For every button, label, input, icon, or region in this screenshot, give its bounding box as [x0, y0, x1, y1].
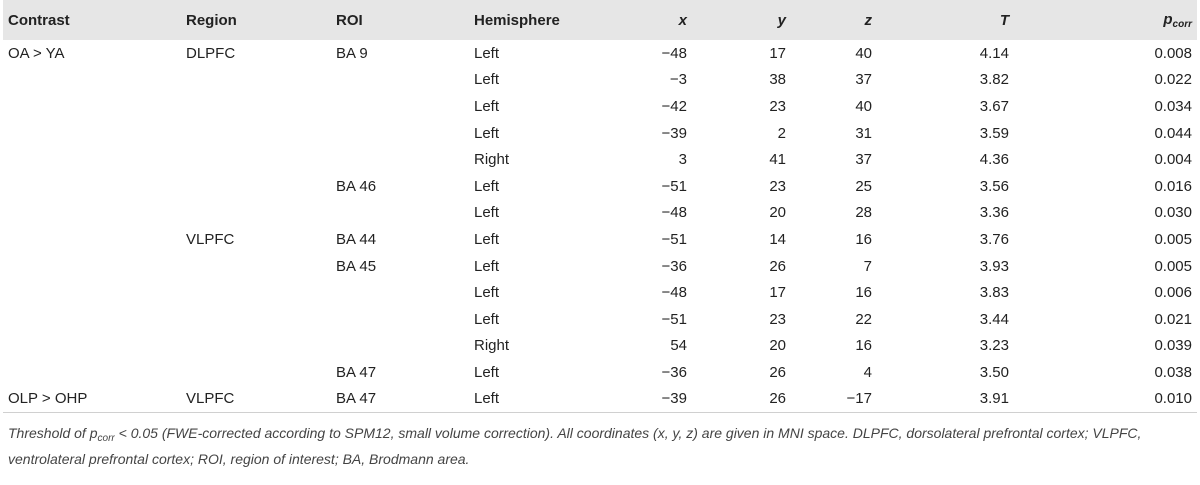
cell-x: −3 [669, 71, 687, 89]
table-row [3, 359, 1197, 386]
cell-t: 3.44 [979, 310, 1009, 328]
cell-z: 37 [855, 71, 872, 89]
footnote-post: < 0.05 (FWE-corrected according to SPM12, small volume correction). All coordinates (x, y, z) are given in MNI space. DLPFC, dorsolateral prefrontal cortex; VLPFC, ventrolateral prefrontal cortex; ROI, region of interest; BA, Brodmann area. [8, 424, 1142, 467]
cell-z: 16 [855, 230, 872, 248]
cell-region [181, 253, 331, 280]
header-region: Region [186, 11, 237, 29]
cell-z: 40 [855, 44, 872, 62]
table-row [3, 333, 1197, 360]
header-y: y [777, 11, 786, 29]
table-row [3, 146, 1197, 173]
cell-t: 3.67 [979, 97, 1009, 115]
cell-z: 16 [855, 337, 872, 355]
cell-region [181, 333, 331, 360]
cell-region [181, 67, 331, 94]
cell-p: 0.006 [1154, 284, 1192, 302]
cell-region [181, 173, 331, 200]
cell-y: 23 [769, 310, 786, 328]
cell-roi [331, 146, 469, 173]
table-body [3, 40, 1197, 412]
cell-hemisphere: Left [474, 124, 500, 142]
cell-hemisphere: Left [474, 257, 500, 275]
cell-p: 0.005 [1154, 257, 1192, 275]
cell-x: −39 [597, 386, 694, 413]
cell-p: 0.044 [1154, 124, 1192, 142]
cell-contrast [3, 279, 181, 306]
cell-p: 0.021 [1154, 310, 1192, 328]
cell-y: 2 [777, 124, 786, 142]
table-row [3, 120, 1197, 147]
cell-z: 16 [855, 284, 872, 302]
cell-y: 38 [769, 71, 786, 89]
table-row [3, 67, 1197, 94]
cell-contrast [3, 200, 181, 227]
header-x: x [678, 11, 687, 29]
cell-p: 0.034 [1154, 97, 1192, 115]
header-p-sub: corr [1172, 18, 1192, 30]
cell-x: −51 [661, 230, 687, 248]
cell-hemisphere: Left [469, 386, 597, 413]
footnote-p-main: p [89, 424, 98, 441]
cell-t: 4.36 [979, 151, 1009, 169]
cell-t: 3.59 [979, 124, 1009, 142]
cell-contrast: OA > YA [8, 44, 65, 62]
table-header [3, 0, 1197, 40]
cell-p: 0.016 [1154, 177, 1192, 195]
header-z: z [864, 11, 872, 29]
cell-contrast [3, 359, 181, 386]
cell-region: VLPFC [181, 386, 331, 413]
cell-contrast [3, 67, 181, 94]
cell-y: 23 [769, 97, 786, 115]
cell-t: 3.23 [979, 337, 1009, 355]
cell-roi [331, 333, 469, 360]
header-hemisphere: Hemisphere [474, 11, 560, 29]
cell-x: −36 [661, 363, 687, 381]
table-row [3, 279, 1197, 306]
cell-roi: BA 45 [336, 257, 377, 275]
cell-z: 37 [855, 151, 872, 169]
cell-t: 3.91 [930, 386, 1040, 413]
cell-p: 0.010 [1040, 386, 1197, 413]
cell-t: 3.50 [979, 363, 1009, 381]
cell-hemisphere: Left [474, 44, 500, 62]
table-row [3, 173, 1197, 200]
cell-y: 26 [769, 257, 786, 275]
cell-roi: BA 44 [336, 230, 377, 248]
cell-z: 25 [855, 177, 872, 195]
cell-t: 3.83 [979, 284, 1009, 302]
cell-z: 31 [855, 124, 872, 142]
cell-z: 22 [855, 310, 872, 328]
table-row [3, 306, 1197, 333]
cell-region: DLPFC [186, 44, 236, 62]
cell-region [181, 279, 331, 306]
cell-x: 54 [670, 337, 687, 355]
cell-t: 3.93 [979, 257, 1009, 275]
table-row [3, 253, 1197, 280]
footnote-p-sub: corr [97, 432, 115, 444]
cell-region [181, 306, 331, 333]
cell-y: 14 [769, 230, 786, 248]
cell-hemisphere: Left [474, 230, 500, 248]
cell-t: 4.14 [979, 44, 1009, 62]
cell-roi: BA 47 [336, 363, 377, 381]
cell-roi [331, 93, 469, 120]
cell-hemisphere: Left [474, 97, 500, 115]
cell-hemisphere: Left [474, 71, 500, 89]
cell-region [181, 93, 331, 120]
cell-x: −51 [661, 310, 687, 328]
cell-z: 28 [855, 204, 872, 222]
header-t: T [999, 11, 1009, 29]
cell-y: 26 [769, 363, 786, 381]
cell-x: −42 [661, 97, 687, 115]
cell-p: 0.022 [1154, 71, 1192, 89]
cell-contrast [3, 226, 181, 253]
cell-z: 7 [863, 257, 872, 275]
cell-y: 41 [769, 151, 786, 169]
table-row [3, 200, 1197, 227]
cell-p: 0.005 [1154, 230, 1192, 248]
cell-contrast [3, 333, 181, 360]
cell-y: 26 [694, 386, 806, 413]
header-roi: ROI [336, 11, 363, 29]
cell-contrast [3, 253, 181, 280]
cell-contrast [3, 306, 181, 333]
table-row [3, 40, 1197, 67]
table-row [3, 226, 1197, 253]
header-contrast: Contrast [8, 11, 70, 29]
cell-roi [331, 120, 469, 147]
cell-z: 40 [855, 97, 872, 115]
cell-contrast: OLP > OHP [3, 386, 181, 413]
cell-contrast [3, 146, 181, 173]
cell-roi: BA 47 [331, 386, 469, 413]
cell-hemisphere: Left [474, 284, 500, 302]
cell-region [181, 120, 331, 147]
table-row [3, 386, 1197, 413]
cell-x: −39 [661, 124, 687, 142]
cell-y: 17 [769, 44, 786, 62]
cell-roi [331, 67, 469, 94]
cell-y: 17 [769, 284, 786, 302]
cell-y: 23 [769, 177, 786, 195]
results-table [3, 0, 1197, 413]
cell-x: −51 [661, 177, 687, 195]
cell-region: VLPFC [186, 230, 235, 248]
cell-t: 3.76 [979, 230, 1009, 248]
cell-roi [331, 279, 469, 306]
cell-hemisphere: Left [474, 177, 500, 195]
cell-contrast [3, 173, 181, 200]
cell-hemisphere: Right [474, 151, 510, 169]
cell-x: −48 [661, 44, 687, 62]
table-row [3, 93, 1197, 120]
cell-y: 20 [769, 204, 786, 222]
header-row [3, 0, 1197, 40]
cell-p: 0.008 [1154, 44, 1192, 62]
cell-hemisphere: Left [474, 310, 500, 328]
cell-hemisphere: Left [474, 204, 500, 222]
cell-p: 0.039 [1154, 337, 1192, 355]
cell-region [181, 146, 331, 173]
cell-hemisphere: Right [474, 337, 510, 355]
cell-z: −17 [806, 386, 930, 413]
cell-t: 3.56 [979, 177, 1009, 195]
cell-t: 3.82 [979, 71, 1009, 89]
header-p-main: p [1163, 10, 1173, 28]
cell-p: 0.004 [1154, 151, 1192, 169]
cell-hemisphere: Left [474, 363, 500, 381]
cell-z: 4 [863, 363, 872, 381]
cell-contrast [3, 93, 181, 120]
cell-y: 20 [769, 337, 786, 355]
cell-x: 3 [678, 151, 687, 169]
cell-roi [331, 200, 469, 227]
cell-region [181, 359, 331, 386]
cell-p: 0.038 [1154, 363, 1192, 381]
cell-contrast [3, 120, 181, 147]
table-footnote [8, 423, 1188, 470]
cell-roi: BA 46 [336, 177, 377, 195]
cell-t: 3.36 [979, 204, 1009, 222]
cell-roi [331, 306, 469, 333]
cell-x: −48 [661, 204, 687, 222]
cell-roi: BA 9 [336, 44, 368, 62]
cell-x: −48 [661, 284, 687, 302]
header-p-corr [1040, 0, 1197, 40]
cell-x: −36 [661, 257, 687, 275]
cell-p: 0.030 [1154, 204, 1192, 222]
footnote-pre: Threshold of [8, 424, 90, 441]
cell-region [181, 200, 331, 227]
